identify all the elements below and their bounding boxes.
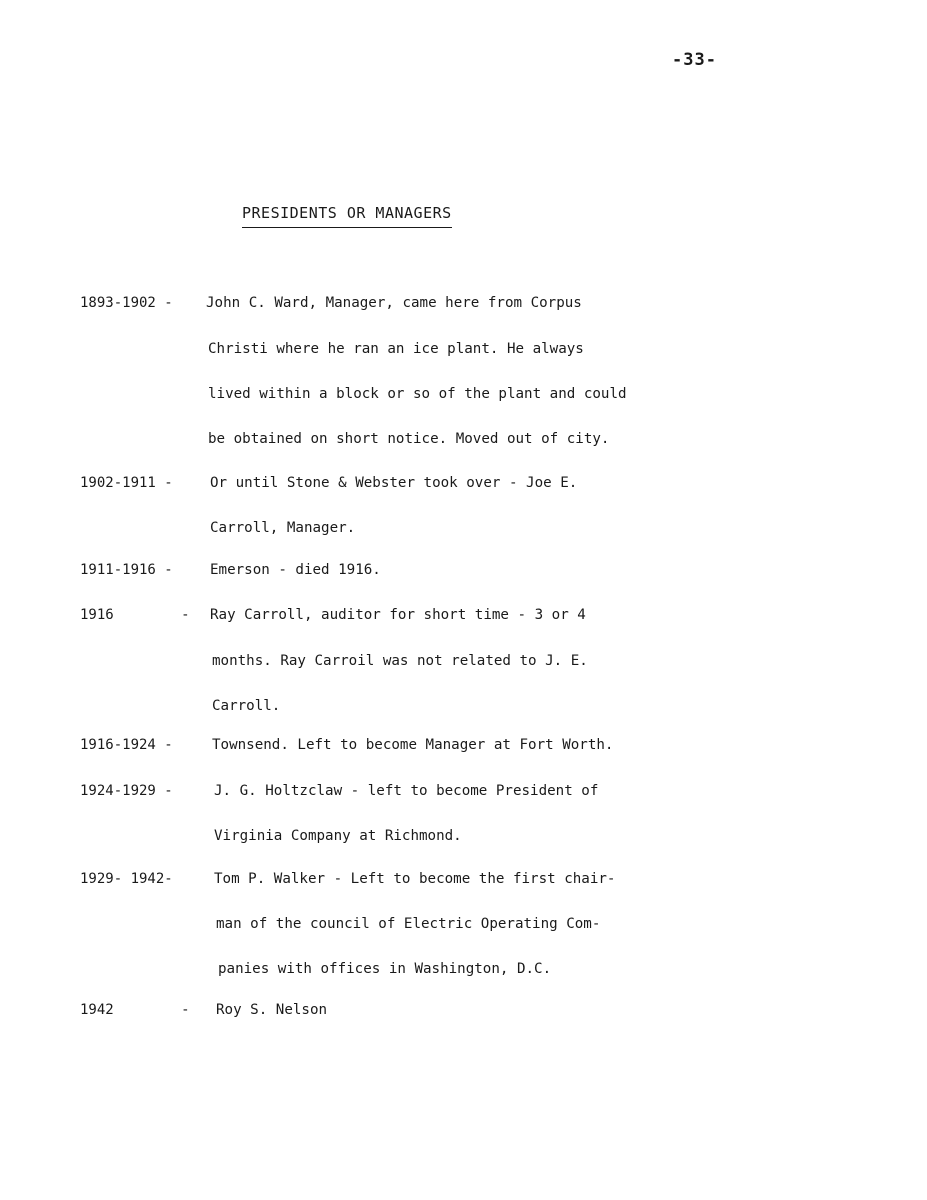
entry-text-line: Carroll. [212,698,281,714]
entry-text-line: be obtained on short notice. Moved out of city. [208,431,610,447]
entry-text-line: Or until Stone & Webster took over - Joe E. [210,475,578,491]
entry-text-line: John C. Ward, Manager, came here from Corpus [206,295,582,311]
entry-period: 1893-1902 - [80,295,173,311]
entry-text-line: man of the council of Electric Operating Com- [216,916,601,932]
entry-text-line: Ray Carroll, auditor for short time - 3 or 4 [210,607,586,623]
page-heading: PRESIDENTS OR MANAGERS [242,204,452,228]
entry-period: 1924-1929 - [80,783,173,799]
entry-text-line: panies with offices in Washington, D.C. [218,961,552,977]
entry-period: 1916-1924 - [80,737,173,753]
entry-text-line: J. G. Holtzclaw - left to become President of [214,783,599,799]
entry-text-line: Roy S. Nelson [216,1002,328,1018]
entry-text-line: Tom P. Walker - Left to become the first chair- [214,871,616,887]
entry-text-line: Christi where he ran an ice plant. He always [208,341,584,357]
entry-text-line: Emerson - died 1916. [210,562,381,578]
entry-period: 1911-1916 - [80,562,173,578]
page-number: -33- [672,50,717,70]
entry-period: 1942 - [80,1002,190,1018]
entry-text-line: Virginia Company at Richmond. [214,828,462,844]
entry-text-line: months. Ray Carroil was not related to J. E. [212,653,588,669]
entry-text-line: Townsend. Left to become Manager at Fort Worth. [212,737,614,753]
entry-period: 1902-1911 - [80,475,173,491]
entry-text-line: Carroll, Manager. [210,520,356,536]
entry-text-line: lived within a block or so of the plant and could [208,386,627,402]
entry-period: 1916 - [80,607,190,623]
entry-period: 1929- 1942- [80,871,173,887]
